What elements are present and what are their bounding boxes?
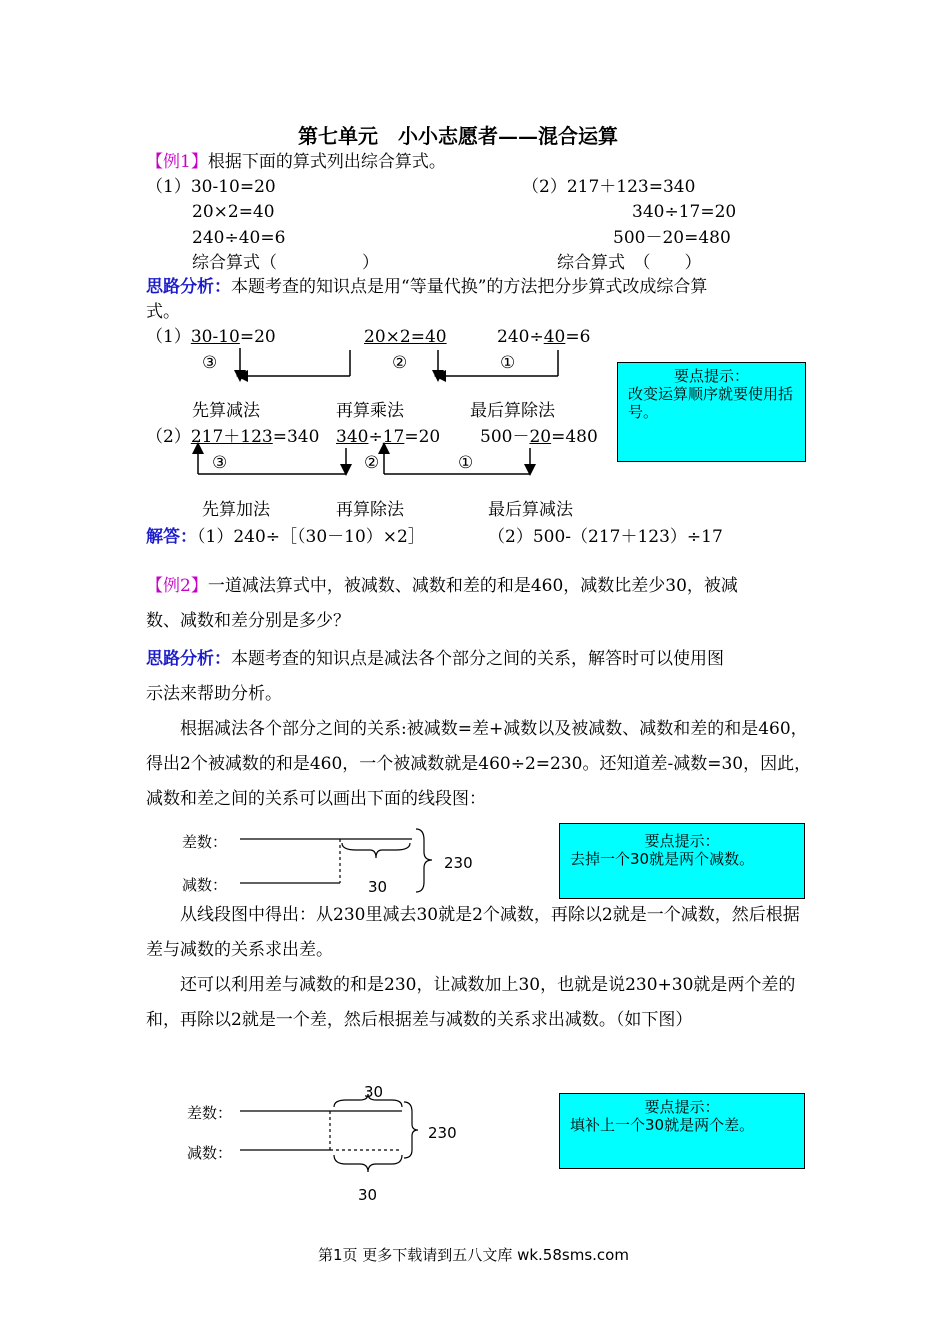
fig1-sub-label: 减数：: [182, 876, 228, 894]
ex2-paragraph-2: 从线段图中得出：从230里减去30就是2个减数，再除以2就是一个减数，然后根据差与减数的关系求出差。: [146, 905, 800, 960]
ex2-analysis-text: 本题考查的知识点是减法各个部分之间的关系，解答时可以使用图: [231, 649, 724, 669]
d1-c1: 240÷: [497, 327, 544, 347]
page-title: 第七单元 小小志愿者——混合运算: [298, 124, 618, 148]
ex2-analysis-tag: 思路分析：: [146, 649, 231, 669]
d1-step2: ②: [392, 353, 408, 373]
page-footer: 第1页 更多下载请到五八文库 wk.58sms.com: [318, 1246, 629, 1264]
d2-c1: 500－: [480, 427, 530, 447]
fig1-part-label: 30: [368, 878, 388, 896]
d1-expr-a-rest: =20: [239, 327, 276, 347]
answer-2: （2）500-（217＋123）÷17: [488, 527, 723, 547]
d1-arrows: [240, 348, 558, 376]
d1-label-first: 先算减法: [192, 401, 260, 421]
d2-label-second: 再算除法: [336, 500, 404, 520]
fig1-total-label: 230: [444, 854, 473, 872]
tip1-text: 改变运算顺序就要使用括号。: [628, 385, 794, 421]
tip3-title: 要点提示：: [644, 1098, 720, 1116]
d2-expr-a: 217＋123: [190, 427, 273, 447]
ex1-left-line1: （1）30-10=20: [146, 177, 276, 197]
d2-step1: ①: [458, 453, 474, 473]
d1-label-last: 最后算除法: [470, 401, 555, 421]
ex1-right-line2: 340÷17=20: [632, 202, 737, 222]
ex1-analysis-text: 本题考查的知识点是用“等量代换”的方法把分步算式改成综合算: [231, 277, 708, 297]
d1-step3: ③: [202, 353, 218, 373]
d2-label-first: 先算加法: [202, 500, 270, 520]
d2-step3: ③: [212, 453, 228, 473]
d2-expr-a-rest: =340: [272, 427, 320, 447]
fig2-segments: [240, 1094, 418, 1172]
d2-b3: 17: [382, 427, 405, 447]
d2-b4: =20: [404, 427, 441, 447]
d2-c3: =480: [551, 427, 598, 447]
ex1-left-line2: 20×2=40: [192, 202, 275, 222]
d2-prefix: （2）: [146, 427, 191, 447]
ex1-right-line1: （2）217＋123=340: [522, 177, 696, 197]
example2-q1: 一道减法算式中，被减数、减数和差的和是460，减数比差少30，被减: [207, 576, 738, 596]
d1-b1: 20: [364, 327, 386, 347]
d1-b3: 40: [424, 327, 447, 347]
ex1-right-line3: 500－20=480: [613, 228, 731, 248]
d2-b2: ÷: [368, 427, 383, 447]
d1-c2: 40: [543, 327, 566, 347]
ex1-analysis-tag: 思路分析：: [146, 277, 231, 297]
d1-b2: ×2=: [385, 327, 425, 347]
tip2-text: 去掉一个30就是两个减数。: [570, 850, 755, 868]
d2-b1: 340: [336, 427, 369, 447]
d2-label-last: 最后算减法: [488, 500, 573, 520]
ex2-analysis-cont: 示法来帮助分析。: [146, 684, 282, 704]
tip1-title: 要点提示：: [673, 367, 749, 385]
fig2-sub-label: 减数：: [187, 1144, 233, 1162]
d1-label-second: 再算乘法: [336, 401, 404, 421]
answer-tag: 解答：: [146, 527, 197, 547]
ex2-paragraph-1: 根据减法各个部分之间的关系:被减数=差+减数以及被减数、减数和差的和是460，得出2个被减数的和是460，一个被减数就是460÷2=230。还知道差-减数=30，因此，减数和差之间的关系可以画出下面的线段图：: [146, 719, 812, 809]
fig2-total-label: 230: [428, 1124, 457, 1142]
example2-question-line2: 数、减数和差分别是多少？: [146, 611, 350, 631]
ex2-paragraph-3: 还可以利用差与减数的和是230，让减数加上30，也就是说230+30就是两个差的和，再除以2就是一个差，然后根据差与减数的关系求出减数。（如下图）: [146, 975, 796, 1030]
ex1-right-combined: 综合算式 （ ）: [557, 253, 702, 273]
fig1-segments: [240, 829, 432, 892]
example1-tag: 【例1】: [146, 152, 208, 172]
ex1-left-line3: 240÷40=6: [192, 228, 286, 248]
fig2-bottom-label: 30: [358, 1186, 378, 1204]
d1-prefix: （1）: [146, 327, 191, 347]
example1-text: 根据下面的算式列出综合算式。: [207, 152, 446, 172]
ex1-analysis-cont: 式。: [146, 302, 180, 322]
fig2-diff-label: 差数：: [187, 1104, 233, 1122]
d2-step2: ②: [364, 453, 380, 473]
tip3-text: 填补上一个30就是两个差。: [570, 1116, 755, 1134]
fig1-diff-label: 差数：: [182, 833, 228, 851]
d1-c3: =6: [565, 327, 591, 347]
d2-c2: 20: [529, 427, 552, 447]
fig2-top-label: 30: [364, 1083, 384, 1101]
d2-arrows: [198, 448, 530, 474]
example2-tag: 【例2】: [146, 576, 208, 596]
answer-1: （1）240÷［（30－10）×2］: [197, 527, 425, 547]
d1-step1: ①: [500, 353, 516, 373]
tip2-title: 要点提示：: [644, 832, 720, 850]
ex1-left-combined: 综合算式（ ）: [192, 253, 379, 273]
d1-expr-a: 30-10: [190, 327, 240, 347]
